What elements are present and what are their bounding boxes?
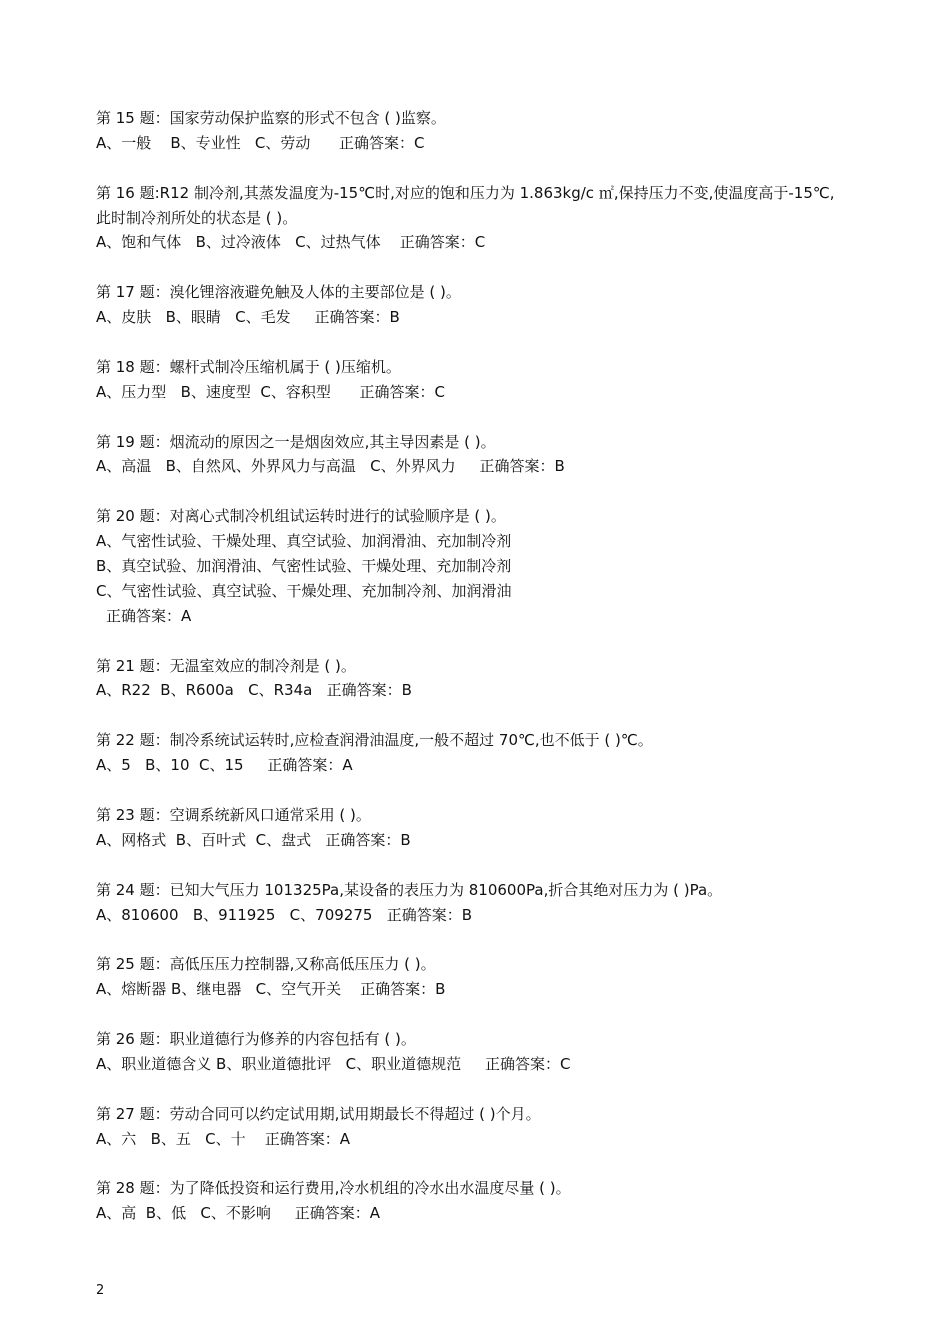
- question-block: [96, 106, 896, 156]
- question-line: C、气密性试验、真空试验、干燥处理、充加制冷剂、加润滑油: [96, 581, 512, 600]
- question-block: [96, 504, 896, 628]
- question-block: [96, 181, 896, 256]
- question-line: 此时制冷剂所处的状态是 ( )。: [96, 208, 298, 227]
- question-block: [96, 728, 896, 778]
- question-text: 第 22 题：制冷系统试运转时,应检查润滑油温度,一般不超过 70℃,也不低于 ( )℃。: [96, 731, 653, 750]
- question-text: 第 25 题：高低压压力控制器,又称高低压压力 ( )。: [96, 955, 436, 974]
- question-text: 第 17 题：溴化锂溶液避免触及人体的主要部位是 ( )。: [96, 283, 461, 302]
- question-block: [96, 654, 896, 704]
- question-text: 第 26 题：职业道德行为修养的内容包括有 ( )。: [96, 1029, 416, 1048]
- question-block: [96, 355, 896, 405]
- question-block: [96, 803, 896, 853]
- question-line: A、熔断器 B、继电器 C、空气开关 正确答案：B: [96, 980, 446, 999]
- question-text: 第 16 题:R12 制冷剂,其蒸发温度为-15℃时,对应的饱和压力为 1.863kg/c ㎡,保持压力不变,使温度高于-15℃,: [96, 183, 835, 202]
- question-line: A、一般 B、专业性 C、劳动 正确答案：C: [96, 133, 425, 152]
- question-block: [96, 1027, 896, 1077]
- question-line: A、六 B、五 C、十 正确答案：A: [96, 1129, 350, 1148]
- question-text: 第 19 题：烟流动的原因之一是烟囱效应,其主导因素是 ( )。: [96, 432, 496, 451]
- question-text: 第 24 题：已知大气压力 101325Pa,某设备的表压力为 810600Pa,折合其绝对压力为 ( )Pa。: [96, 880, 723, 899]
- question-line: A、网格式 B、百叶式 C、盘式 正确答案：B: [96, 830, 411, 849]
- question-line: A、气密性试验、干燥处理、真空试验、加润滑油、充加制冷剂: [96, 532, 512, 551]
- question-line: A、职业道德含义 B、职业道德批评 C、职业道德规范 正确答案：C: [96, 1054, 571, 1073]
- question-line: A、R22 B、R600a C、R34a 正确答案：B: [96, 681, 412, 700]
- question-text: 第 27 题：劳动合同可以约定试用期,试用期最长不得超过 ( )个月。: [96, 1104, 541, 1123]
- question-line: A、高温 B、自然风、外界风力与高温 C、外界风力 正确答案：B: [96, 457, 565, 476]
- question-block: [96, 1102, 896, 1152]
- question-text: 第 20 题：对离心式制冷机组试运转时进行的试验顺序是 ( )。: [96, 507, 506, 526]
- question-text: 第 28 题：为了降低投资和运行费用,冷水机组的冷水出水温度尽量 ( )。: [96, 1179, 571, 1198]
- page-number: 2: [96, 1283, 105, 1298]
- question-text: 第 21 题：无温室效应的制冷剂是 ( )。: [96, 656, 356, 675]
- question-block: [96, 952, 896, 1002]
- question-block: [96, 430, 896, 480]
- question-line: A、5 B、10 C、15 正确答案：A: [96, 756, 353, 775]
- question-line: A、皮肤 B、眼睛 C、毛发 正确答案：B: [96, 308, 400, 327]
- correct-answer: 正确答案：A: [106, 606, 192, 625]
- question-line: B、真空试验、加润滑油、气密性试验、干燥处理、充加制冷剂: [96, 557, 512, 576]
- question-block: [96, 1176, 896, 1226]
- question-text: 第 18 题：螺杆式制冷压缩机属于 ( )压缩机。: [96, 357, 401, 376]
- question-text: 第 15 题：国家劳动保护监察的形式不包含 ( )监察。: [96, 109, 446, 127]
- question-block: [96, 280, 896, 330]
- question-text: 第 23 题：空调系统新风口通常采用 ( )。: [96, 805, 371, 824]
- question-block: [96, 878, 896, 928]
- question-line: A、810600 B、911925 C、709275 正确答案：B: [96, 905, 473, 924]
- question-line: A、饱和气体 B、过冷液体 C、过热气体 正确答案：C: [96, 233, 486, 252]
- document-body: [96, 106, 896, 1251]
- question-line: A、高 B、低 C、不影响 正确答案：A: [96, 1204, 380, 1223]
- question-line: A、压力型 B、速度型 C、容积型 正确答案：C: [96, 382, 445, 401]
